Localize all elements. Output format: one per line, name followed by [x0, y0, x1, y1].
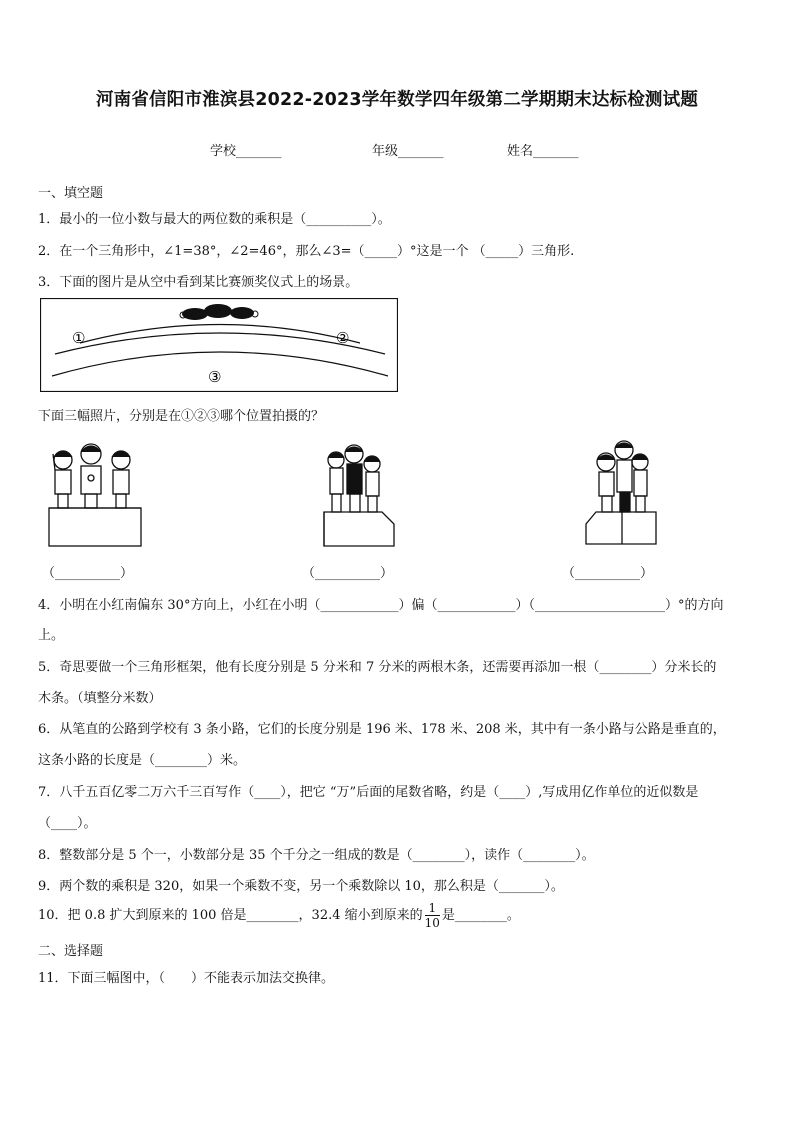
question-6-line2: 这条小路的长度是（________）米。 [38, 753, 247, 768]
question-4-line1: 4．小明在小红南偏东 30°方向上，小红在小明（____________）偏（____________）（____________________）°的方向 [38, 598, 724, 613]
photo-side-view-right [580, 436, 660, 548]
grade-label: 年级 [372, 144, 399, 159]
name-field [507, 140, 579, 159]
position-3: ③ [208, 368, 222, 386]
school-field [210, 140, 282, 159]
name-label: 姓名 [507, 144, 534, 159]
question-3: 3．下面的图片是从空中看到某比赛颁奖仪式上的场景。 [38, 275, 359, 290]
answer-photo-1[interactable]: （__________） [42, 566, 134, 581]
grade-blank[interactable]: _______ [398, 144, 444, 159]
answer-photo-2[interactable]: （__________） [302, 566, 394, 581]
question-2: 2．在一个三角形中，∠1=38°，∠2=46°，那么∠3=（_____）°这是一个 （_____）三角形. [38, 244, 575, 259]
question-9: 9．两个数的乘积是 320，如果一个乘数不变，另一个乘数除以 10，那么积是（_______）。 [38, 879, 564, 894]
grade-field [372, 140, 444, 159]
question-7-line1: 7．八千五百亿零二万六千三百写作（____），把它 “万”后面的尾数省略，约是（____）,写成用亿作单位的近似数是 [38, 785, 699, 800]
fraction-one-tenth [425, 901, 440, 930]
section-fill-in: 一、填空题 [38, 186, 104, 201]
page-title: 河南省信阳市淮滨县2022-2023学年数学四年级第二学期期末达标检测试题 [95, 90, 699, 110]
question-4-line2: 上。 [38, 628, 65, 643]
question-5-line2: 木条。（填整分米数） [38, 691, 162, 706]
question-3-sub: 下面三幅照片，分别是在①②③哪个位置拍摄的？ [38, 409, 325, 424]
question-7-line2: （____）。 [38, 816, 97, 831]
question-10-part-b: 是________。 [441, 908, 520, 923]
fraction-numerator: 1 [425, 901, 440, 916]
section-choice: 二、选择题 [38, 944, 104, 959]
people-top-view [180, 304, 258, 320]
photo-front-view [45, 440, 145, 550]
question-10-part-a: 10．把 0.8 扩大到原来的 100 倍是________，32.4 缩小到原来的 [38, 908, 423, 923]
question-11: 11．下面三幅图中，（ ）不能表示加法交换律。 [38, 971, 335, 986]
question-1: 1．最小的一位小数与最大的两位数的乘积是（__________）。 [38, 212, 391, 227]
position-2: ② [336, 329, 350, 347]
answer-photo-3[interactable]: （__________） [562, 566, 654, 581]
school-blank[interactable]: _______ [236, 144, 282, 159]
question-10 [38, 901, 520, 930]
school-label: 学校 [210, 144, 237, 159]
position-1: ① [72, 329, 86, 347]
aerial-view-diagram [40, 298, 398, 392]
photo-side-view-left [320, 440, 400, 550]
question-8: 8．整数部分是 5 个一，小数部分是 35 个千分之一组成的数是（________），读作（________）。 [38, 848, 595, 863]
name-blank[interactable]: _______ [533, 144, 579, 159]
fraction-denominator: 10 [424, 916, 440, 930]
question-6-line1: 6．从笔直的公路到学校有 3 条小路，它们的长度分别是 196 米、178 米、208 米，其中有一条小路与公路是垂直的， [38, 722, 726, 737]
question-5-line1: 5．奇思要做一个三角形框架，他有长度分别是 5 分米和 7 分米的两根木条，还需要再添加一根（________）分米长的 [38, 660, 717, 675]
